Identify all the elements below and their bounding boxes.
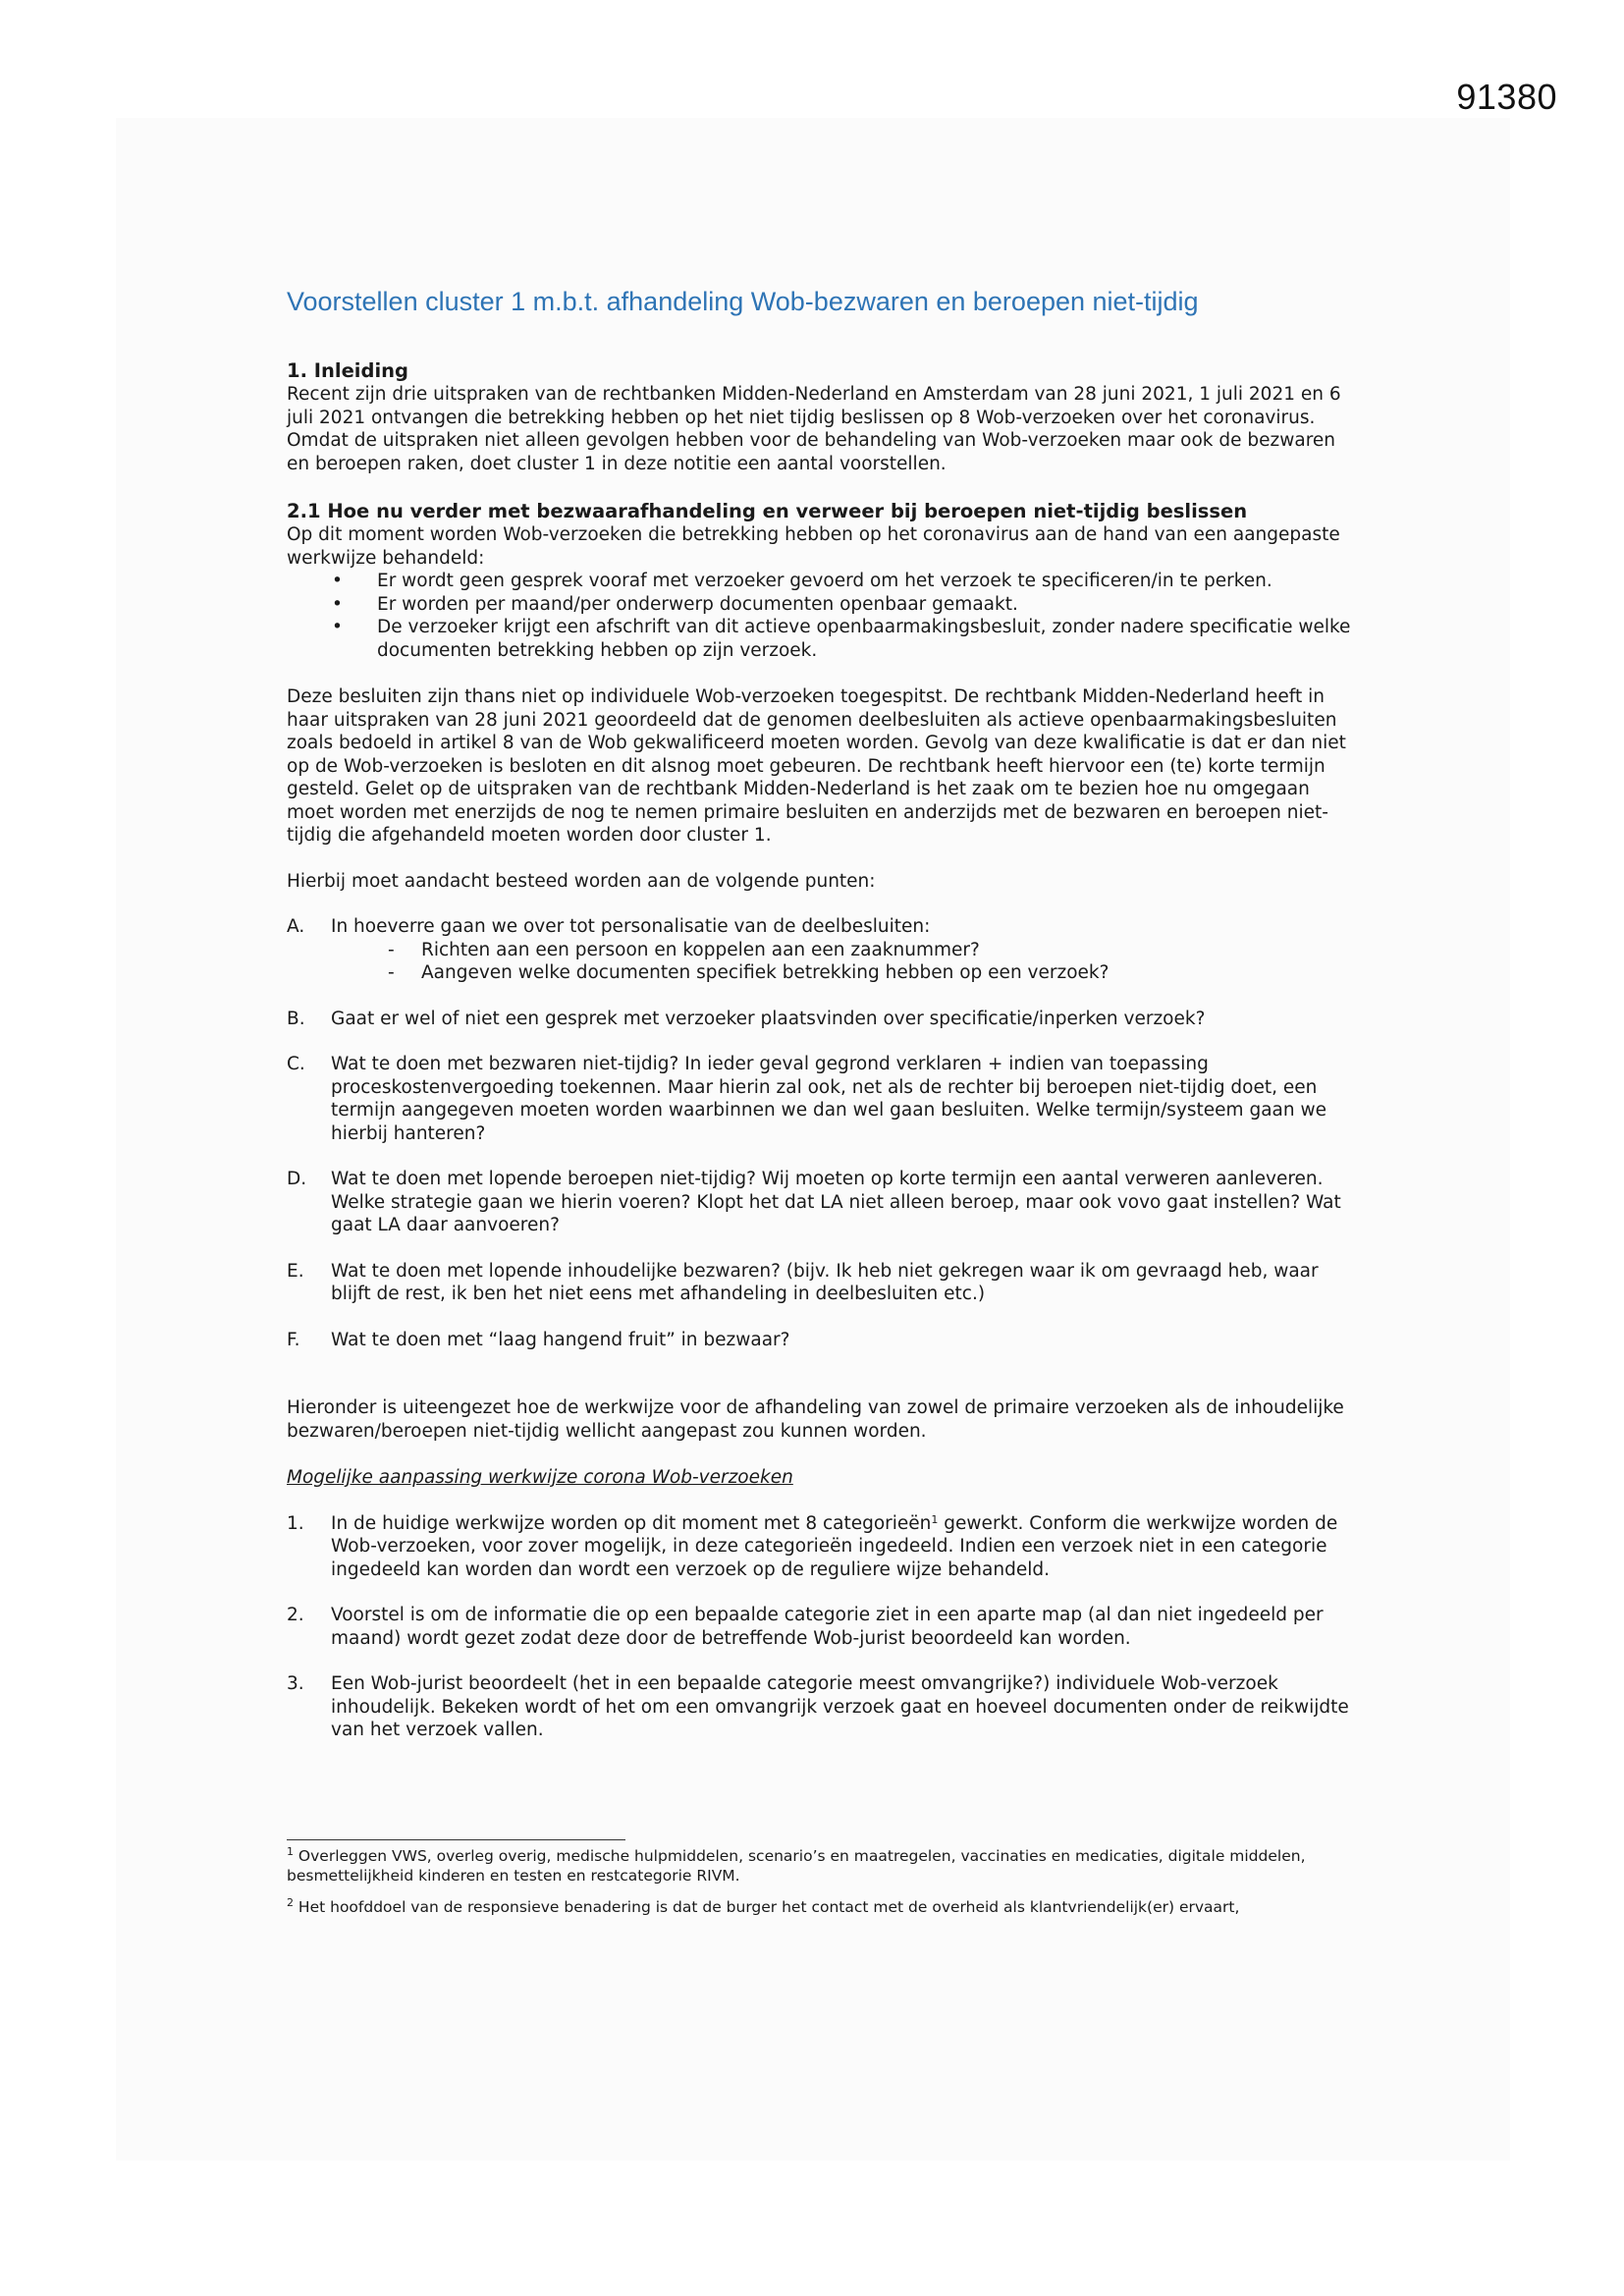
item-text-part: gewerkt. Conform die werkwijze worden de Wob-verzoeken, voor zover mogelijk, in deze categorieën ingedeeld. Indien een verzoek niet in een categorie ingedeeld kan worden dan wordt een verzoek op de reguliere wijze behandeld. bbox=[331, 1512, 1338, 1580]
item-text: Wat te doen met bezwaren niet-tijdig? In ieder geval gegrond verklaren + indien van toepassing proceskostenvergoeding toekennen. Maar hierin zal ook, net als de rechter bij beroepen niet-tijdig doet, een termijn aangegeven moeten worden waarbinnen we dan wel gaan besluiten. Welke termijn/systeem gaan we hierbij hanteren? bbox=[331, 1054, 1326, 1144]
section-inleiding bbox=[287, 359, 1352, 475]
item-text bbox=[331, 1512, 1352, 1582]
list-item bbox=[287, 1260, 1352, 1306]
paragraph: Op dit moment worden Wob-verzoeken die betrekking hebben op het coronavirus aan de hand van een aangepaste werkwijze behandeld: bbox=[287, 524, 1340, 569]
item-marker: 3. bbox=[287, 1673, 304, 1694]
footnote-mark: 2 bbox=[287, 1896, 294, 1909]
list-item: • De verzoeker krijgt een afschrift van dit actieve openbaarmakingsbesluit, zonder nadere specificatie welke documenten betrekking hebben op zijn verzoek. bbox=[287, 616, 1352, 662]
list-item: - Aangeven welke documenten specifiek betrekking hebben op een verzoek? bbox=[331, 961, 1352, 985]
item-text: Wat te doen met lopende inhoudelijke bezwaren? (bijv. Ik heb niet gekregen waar ik om gevraagd heb, waar blijft de rest, ik ben het niet eens met afhandeling in deelbesluiten etc.) bbox=[331, 1260, 1319, 1304]
item-marker: A. bbox=[287, 916, 305, 937]
item-text-part: In de huidige werkwijze worden op dit moment met 8 categorieën bbox=[331, 1512, 932, 1534]
document-body bbox=[287, 285, 1352, 1765]
section-heading: 1. Inleiding bbox=[287, 359, 408, 382]
footnotes bbox=[287, 1839, 1352, 1917]
paragraph: Recent zijn drie uitspraken van de rechtbanken Midden-Nederland en Amsterdam van 28 juni 2021, 1 juli 2021 en 6 juli 2021 ontvangen die betrekking hebben op het niet tijdig beslissen op 8 Wob-verzoeken over het coronavirus. Omdat de uitspraken niet alleen gevolgen hebben voor de behandeling van Wob-verzoeken maar ook de bezwaren en beroepen raken, doet cluster 1 in deze notitie een aantal voorstellen. bbox=[287, 384, 1341, 474]
item-marker: 1. bbox=[287, 1512, 304, 1534]
footnote-text: Het hoofddoel van de responsieve benadering is dat de burger het contact met de overheid als klantvriendelijk(er) ervaart, bbox=[294, 1898, 1240, 1916]
item-text: Wat te doen met “laag hangend fruit” in bezwaar? bbox=[331, 1329, 790, 1350]
item-marker: E. bbox=[287, 1260, 304, 1282]
list-item bbox=[287, 1672, 1352, 1742]
item-text: Voorstel is om de informatie die op een bepaalde categorie ziet in een aparte map (al dan niet ingedeeld per maand) wordt gezet zodat deze door de betreffende Wob-jurist beoordeeld kan worden. bbox=[331, 1605, 1324, 1649]
document-title: Voorstellen cluster 1 m.b.t. afhandeling Wob-bezwaren en beroepen niet-tijdig bbox=[287, 287, 1199, 316]
paragraph: Deze besluiten zijn thans niet op individuele Wob-verzoeken toegespitst. De rechtbank Midden-Nederland heeft in haar uitspraken van 28 juni 2021 geoordeeld dat de genomen deelbesluiten als actieve openbaarmakingsbesluiten zoals bedoeld in artikel 8 van de Wob gekwalificeerd moeten worden. Gevolg van deze kwalificatie is dat er dan niet op de Wob-verzoeken is besloten en dit alsnog moet gebeuren. De rechtbank heeft hiervoor een (te) korte termijn gesteld. Gelet op de uitspraken van de rechtbank Midden-Nederland is het zaak om te bezien hoe nu omgegaan moet worden met enerzijds de nog te nemen primaire besluiten en anderzijds met de bezwaren en beroepen niet-tijdig die afgehandeld moeten worden door cluster 1. bbox=[287, 686, 1346, 846]
list-item bbox=[287, 1604, 1352, 1650]
item-marker: C. bbox=[287, 1054, 305, 1074]
item-text: Een Wob-jurist beoordeelt (het in een bepaalde categorie meest omvangrijke?) individuele Wob-verzoek inhoudelijk. Bekeken wordt of het om een omvangrijk verzoek gaat en hoeveel documenten onder de reikwijdte van het verzoek vallen. bbox=[331, 1673, 1349, 1740]
subsection-heading: Mogelijke aanpassing werkwijze corona Wob-verzoeken bbox=[287, 1467, 793, 1488]
list-item bbox=[287, 1053, 1352, 1145]
item-marker: F. bbox=[287, 1329, 300, 1350]
footnote-mark: 1 bbox=[287, 1845, 294, 1858]
footnote-divider bbox=[287, 1839, 625, 1840]
paragraph: Hierbij moet aandacht besteed worden aan de volgende punten: bbox=[287, 870, 876, 892]
item-text: In hoeverre gaan we over tot personalisatie van de deelbesluiten: bbox=[331, 916, 931, 937]
list-item bbox=[287, 1008, 1352, 1031]
numbered-list bbox=[287, 1512, 1352, 1742]
list-item bbox=[287, 915, 1352, 985]
item-text: Gaat er wel of niet een gesprek met verzoeker plaatsvinden over specificatie/inperken verzoek? bbox=[331, 1008, 1206, 1029]
list-item: • Er worden per maand/per onderwerp documenten openbaar gemaakt. bbox=[287, 593, 1352, 617]
paragraph: Hieronder is uiteengezet hoe de werkwijze voor de afhandeling van zowel de primaire verzoeken als de inhoudelijke bezwaren/beroepen niet-tijdig wellicht aangepast zou kunnen worden. bbox=[287, 1397, 1344, 1442]
bullet-list bbox=[287, 570, 1352, 662]
section-heading: 2.1 Hoe nu verder met bezwaarafhandeling en verweer bij beroepen niet-tijdig beslissen bbox=[287, 500, 1248, 522]
item-marker: B. bbox=[287, 1008, 305, 1029]
footnote bbox=[287, 1897, 1352, 1917]
dash-list bbox=[331, 939, 1352, 985]
footnote-ref: 1 bbox=[931, 1512, 939, 1526]
section-bezwaarafhandeling bbox=[287, 500, 1352, 1443]
item-marker: 2. bbox=[287, 1605, 304, 1625]
list-item bbox=[287, 1512, 1352, 1582]
list-item bbox=[287, 1329, 1352, 1352]
footnote-text: Overleggen VWS, overleg overig, medische hulpmiddelen, scenario’s en maatregelen, vaccinaties en medicaties, digitale middelen, besmettelijkheid kinderen en testen en restcategorie RIVM. bbox=[287, 1847, 1306, 1885]
list-item: • Er wordt geen gesprek vooraf met verzoeker gevoerd om het verzoek te specificeren/in te perken. bbox=[287, 570, 1352, 593]
item-text: Wat te doen met lopende beroepen niet-tijdig? Wij moeten op korte termijn een aantal verweren aanleveren. Welke strategie gaan we hierin voeren? Klopt het dat LA niet alleen beroep, maar ook vovo gaat instellen? Wat gaat LA daar aanvoeren? bbox=[331, 1169, 1341, 1235]
footnote bbox=[287, 1846, 1352, 1886]
list-item: - Richten aan een persoon en koppelen aan een zaaknummer? bbox=[331, 939, 1352, 962]
document-number: 91380 bbox=[1456, 77, 1557, 117]
points-list bbox=[287, 915, 1352, 1351]
list-item bbox=[287, 1168, 1352, 1237]
item-marker: D. bbox=[287, 1169, 307, 1189]
